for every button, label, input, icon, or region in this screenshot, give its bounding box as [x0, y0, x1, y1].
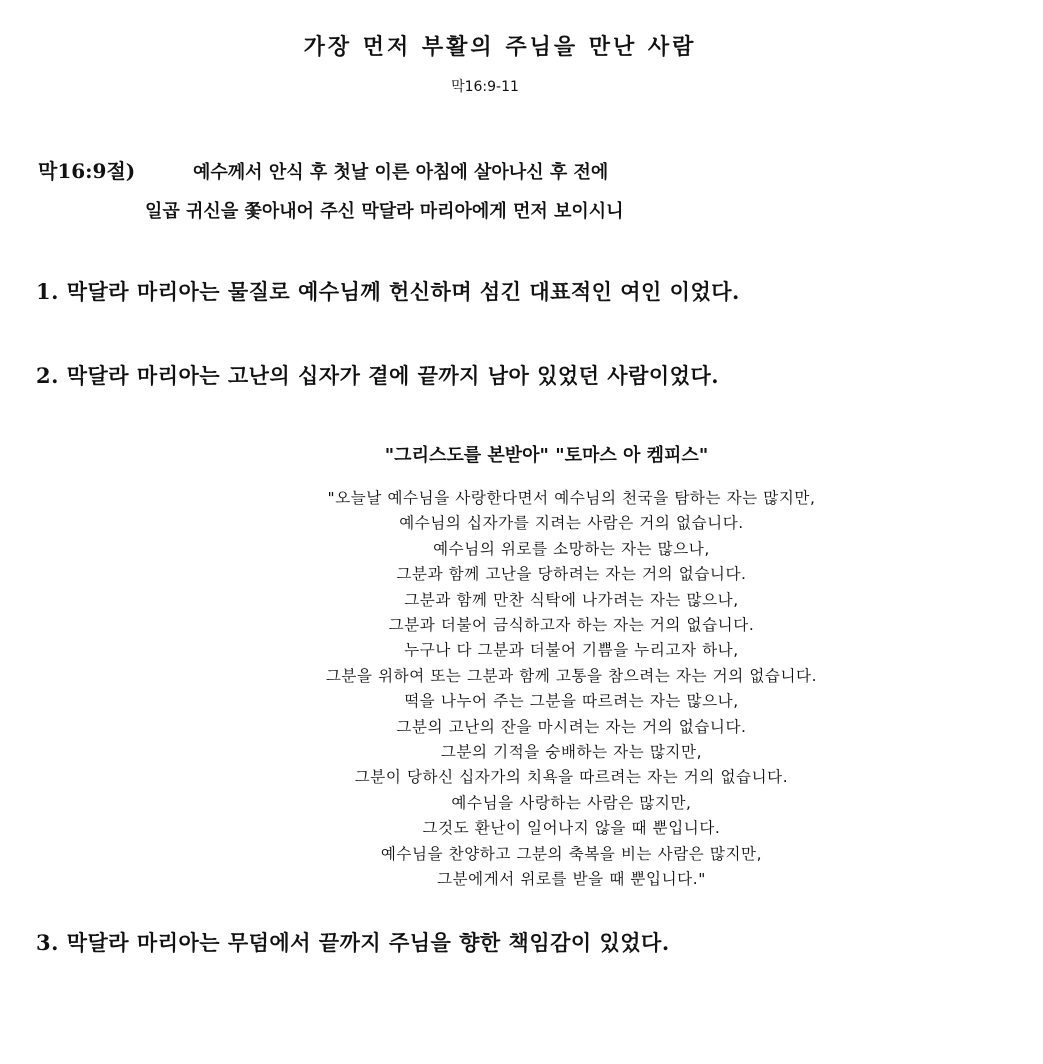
- quote-line: 예수님을 사랑하는 사람은 많지만,: [451, 793, 692, 812]
- point-3: 3. 막달라 마리아는 무덤에서 끝까지 주님을 향한 책임감이 있었다.: [36, 930, 670, 955]
- quote-line: "오늘날 예수님을 사랑한다면서 예수님의 천국을 탐하는 자는 많지만,: [327, 489, 816, 507]
- quote-line: 그분과 더불어 금식하고자 하는 자는 거의 없습니다.: [388, 616, 755, 635]
- quote-line: 그분이 당하신 십자가의 치욕을 따르려는 자는 거의 없습니다.: [354, 768, 789, 787]
- quote-line: 누구나 다 그분과 더불어 기쁨을 누리고자 하나,: [404, 641, 739, 660]
- verse-line-1: [38, 155, 608, 184]
- point-2: 2. 막달라 마리아는 고난의 십자가 곁에 끝까지 남아 있었던 사람이었다.: [36, 363, 720, 388]
- quote-line: 그분을 위하여 또는 그분과 함께 고통을 참으려는 자는 거의 없습니다.: [325, 666, 818, 685]
- quote-line: 그분과 함께 고난을 당하려는 자는 거의 없습니다.: [396, 565, 747, 584]
- page-title: 가장 먼저 부활의 주님을 만난 사람: [303, 34, 697, 60]
- point-1: 1. 막달라 마리아는 물질로 예수님께 헌신하며 섬긴 대표적인 여인 이었다.: [36, 279, 740, 304]
- quote-line: 그분에게서 위로를 받을 때 뿐입니다.": [437, 870, 706, 889]
- quote-line: 그분의 기적을 숭배하는 자는 많지만,: [440, 743, 703, 762]
- quote-line: 그분의 고난의 잔을 마시려는 자는 거의 없습니다.: [396, 717, 747, 736]
- quote-line: 예수님의 십자가를 지려는 사람은 거의 없습니다.: [399, 514, 744, 533]
- quote-line: 예수님의 위로를 소망하는 자는 많으나,: [433, 539, 710, 558]
- quote-line: 그것도 환난이 일어나지 않을 때 뿐입니다.: [422, 819, 721, 838]
- verse-line-2: 일곱 귀신을 쫓아내어 주신 막달라 마리아에게 먼저 보이시니: [145, 201, 624, 222]
- quote-line: 그분과 함께 만찬 식탁에 나가려는 자는 많으나,: [404, 590, 739, 609]
- quote-line: 예수님을 찬양하고 그분의 축복을 비는 사람은 많지만,: [380, 844, 763, 863]
- verse-label: 막16:9절): [38, 159, 136, 183]
- quote-heading: "그리스도를 본받아" "토마스 아 켐피스": [384, 445, 709, 466]
- quote-line: 떡을 나누어 주는 그분을 따르려는 자는 많으나,: [404, 692, 739, 711]
- scripture-reference: 막16:9-11: [451, 79, 519, 95]
- verse-text-1: 예수께서 안식 후 첫날 이른 아침에 살아나신 후 전에: [193, 162, 609, 183]
- quote-block: [0, 486, 1043, 893]
